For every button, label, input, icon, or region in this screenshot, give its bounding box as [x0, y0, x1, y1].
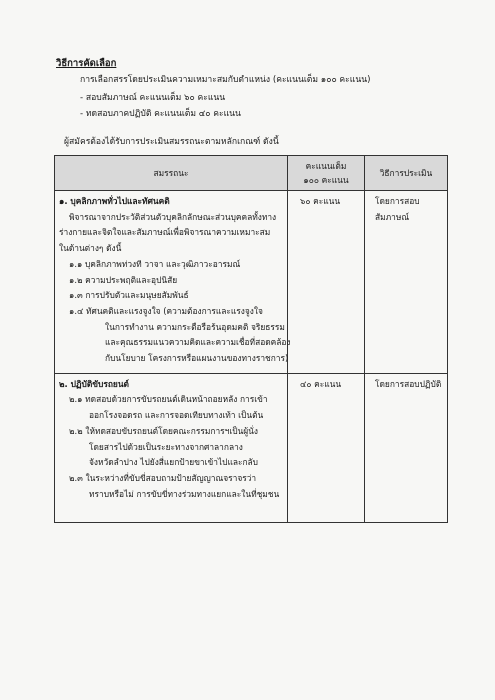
header-full-score-line2: ๑๐๐ คะแนน [303, 175, 349, 185]
table-row [55, 191, 448, 374]
sub-item: ๑.๓ การปรับตัวและมนุษยสัมพันธ์ [69, 290, 189, 301]
sub-item-continued: กับนโยบาย โครงการหรือแผนงานของทางราชการ) [105, 353, 289, 364]
sub-item-continued: ในการทำงาน ความกระตือรือร้นอุดมคติ จริยธรรม [105, 321, 285, 332]
sub-item-continued: โดยสารไปด้วยเป็นระยะทางจากศาลากลาง [89, 441, 243, 452]
method-cell [365, 373, 448, 522]
sub-item-continued: จังหวัดลำปาง ไปยังสี่แยกป้ายขาเข้าไปและกลับ [89, 457, 258, 468]
header-competency: สมรรถนะ [55, 156, 288, 191]
score-value: ๔๐ คะแนน [300, 378, 342, 389]
row-desc: ร่างกายและจิตใจและสัมภาษณ์เพื่อพิจารณาความเหมาะสม [59, 227, 271, 238]
sub-item-continued: ๒.๒ ให้ทดสอบขับรถยนต์โดยคณะกรรมการฯเป็นผู้นั่ง [69, 425, 258, 436]
sub-item: ๑.๔ ทัศนคติและแรงจูงใจ (ความต้องการและแรงจูงใจ [69, 305, 263, 316]
sub-item: ๑.๑ บุคลิกภาพท่วงที วาจา และวุฒิภาวะอารมณ์ [69, 258, 241, 269]
intro-text: การเลือกสรรโดยประเมินความเหมาะสมกับตำแหน่ง (คะแนนเต็ม ๑๐๐ คะแนน) [80, 75, 371, 85]
bullet-practical: - ทดสอบภาคปฏิบัติ คะแนนเต็ม ๔๐ คะแนน [80, 109, 241, 119]
competency-cell [55, 373, 288, 522]
section-heading: วิธีการคัดเลือก [56, 58, 117, 69]
method-value: โดยการสอบปฏิบัติ [375, 378, 442, 389]
score-cell [288, 191, 365, 374]
header-full-score [288, 156, 365, 191]
method-value: โดยการสอบสัมภาษณ์ [375, 196, 420, 222]
row-title: ๒. ปฏิบัติขับรถยนต์ [59, 378, 129, 389]
table-header-row [55, 156, 448, 191]
bullet-interview: - สอบสัมภาษณ์ คะแนนเต็ม ๖๐ คะแนน [80, 93, 226, 103]
competency-cell [55, 191, 291, 374]
row-title: ๑. บุคลิกภาพทั่วไปและทัศนคติ [59, 196, 170, 206]
sub-item-continued: ออกโรงจอดรถ และการจอดเทียบทางเท้า เป็นต้น [89, 410, 264, 421]
sub-item: ๑.๒ ความประพฤติและอุปนิสัย [69, 274, 178, 285]
sub-item-continued: ทราบหรือไม่ การขับขี่ทางร่วมทางแยกและในที่ชุมชน [89, 488, 280, 499]
row-desc: พิจารณาจากประวัติส่วนตัวบุคลิกลักษณะส่วนบุคคลทั้งทาง [69, 211, 277, 222]
header-method: วิธีการประเมิน [365, 156, 448, 191]
row-desc: ในด้านต่างๆ ดังนี้ [59, 243, 122, 254]
lead-text: ผู้สมัครต้องได้รับการประเมินสมรรถนะตามหลักเกณฑ์ ดังนี้ [64, 137, 279, 147]
score-value: ๖๐ คะแนน [300, 196, 341, 206]
header-full-score-line1: คะแนนเต็ม [305, 161, 347, 171]
sub-item-continued: และคุณธรรมแนวความคิดและความเชื่อที่สอดคล้อง [105, 337, 291, 348]
method-cell [365, 191, 448, 374]
competency-table [54, 155, 448, 523]
score-cell [288, 373, 365, 522]
sub-item-continued: ๒.๑ ทดสอบด้วยการขับรถยนต์เดินหน้าถอยหลัง การเข้า [69, 394, 268, 405]
table-row [55, 373, 448, 522]
sub-item-continued: ๒.๓ ในระหว่างที่ขับขี่สอบถามป้ายสัญญาณจราจรว่า [69, 472, 257, 483]
